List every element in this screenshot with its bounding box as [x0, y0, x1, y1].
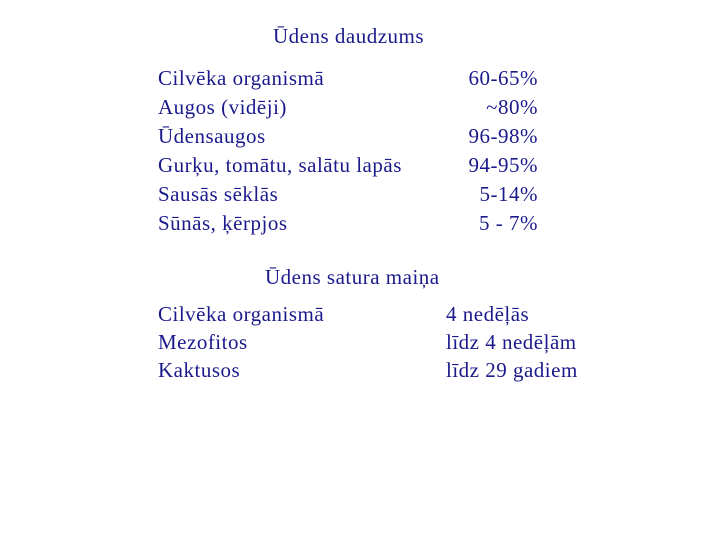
row-label: Ūdensaugos — [158, 124, 266, 148]
table-row — [158, 122, 558, 151]
table-row — [158, 64, 558, 93]
row-value: 4 nedēļās — [446, 302, 530, 326]
row-value: 96-98% — [468, 124, 538, 148]
row-value: 94-95% — [468, 153, 538, 177]
table-row — [158, 356, 618, 384]
row-value: līdz 29 gadiem — [446, 358, 578, 382]
row-label: Kaktusos — [158, 358, 241, 382]
row-label: Gurķu, tomātu, salātu lapās — [158, 153, 402, 177]
row-label: Cilvēka organismā — [158, 66, 325, 90]
row-label: Sausās sēklās — [158, 182, 279, 206]
row-label: Sūnās, ķērpjos — [158, 211, 288, 235]
row-label: Augos (vidēji) — [158, 95, 287, 119]
water-amount-table — [158, 64, 558, 238]
table-row — [158, 93, 558, 122]
row-value: ~80% — [486, 95, 538, 119]
row-label: Cilvēka organismā — [158, 302, 325, 326]
table-row — [158, 180, 558, 209]
water-turnover-table — [158, 300, 618, 384]
water-turnover-title: Ūdens satura maiņa — [265, 265, 440, 289]
row-value: 5 - 7% — [479, 211, 538, 235]
table-row — [158, 328, 618, 356]
row-value: 60-65% — [468, 66, 538, 90]
table-row — [158, 300, 618, 328]
water-amount-title: Ūdens daudzums — [273, 24, 425, 48]
row-label: Mezofitos — [158, 330, 248, 354]
row-value: līdz 4 nedēļām — [446, 330, 577, 354]
row-value: 5-14% — [479, 182, 538, 206]
table-row — [158, 209, 558, 238]
table-row — [158, 151, 558, 180]
